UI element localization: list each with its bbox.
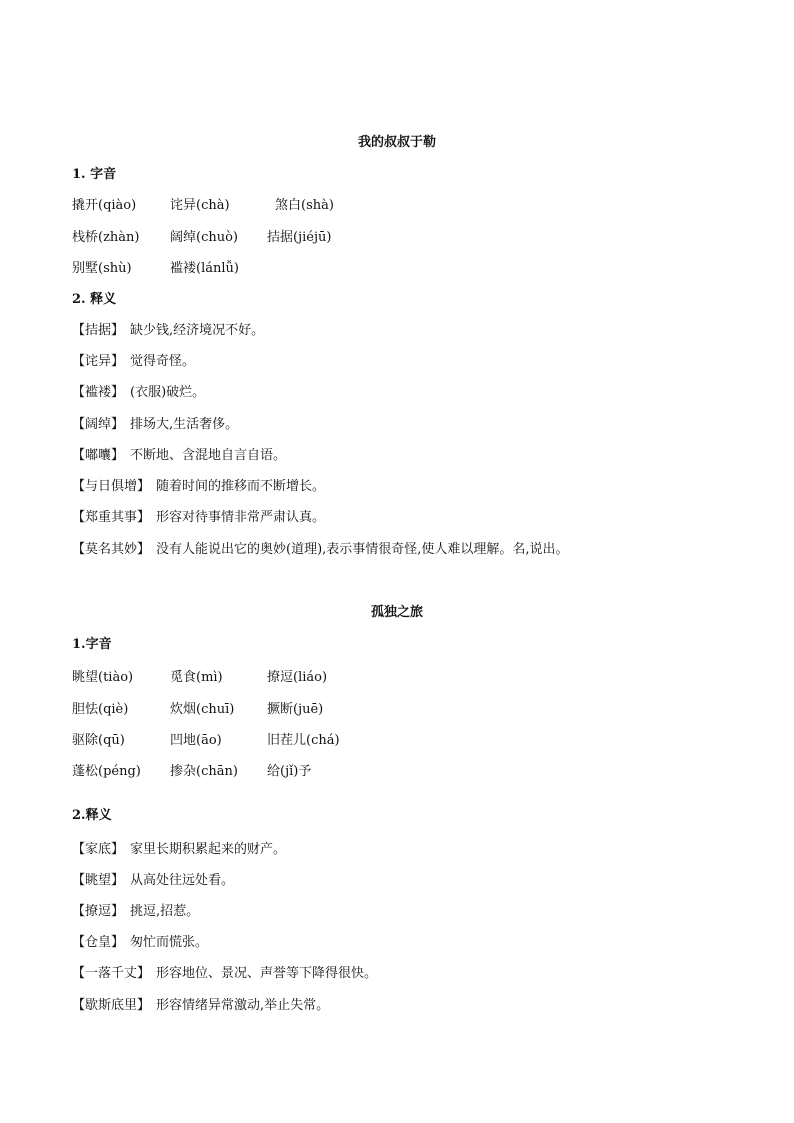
definition-text: 匆忙而慌张。	[130, 935, 209, 950]
word-item: 诧异(chà)	[170, 198, 230, 213]
word-item: 褴褛(lánlǚ)	[170, 261, 239, 276]
definition-item	[72, 904, 199, 920]
definition-term: 【莫名其妙】	[72, 542, 151, 557]
definition-text: 不断地、含混地自言自语。	[130, 448, 287, 463]
word-item: 给(jǐ)予	[267, 764, 312, 779]
word-item: 旧茬儿(chá)	[267, 733, 340, 748]
word-item: 撅断(juē)	[267, 702, 324, 717]
word-item: 炊烟(chuī)	[170, 702, 235, 717]
definition-text: (衣服)破烂。	[130, 385, 206, 400]
definition-term: 【阔绰】	[72, 417, 125, 432]
definition-term: 【郑重其事】	[72, 510, 151, 525]
definition-term: 【撩逗】	[72, 904, 125, 919]
definition-text: 形容地位、景况、声誉等下降得很快。	[156, 966, 378, 981]
definition-item	[72, 510, 325, 526]
definition-text: 觉得奇怪。	[130, 354, 196, 369]
definition-term: 【家底】	[72, 842, 125, 857]
word-item: 凹地(āo)	[170, 733, 222, 748]
word-item: 煞白(shà)	[275, 198, 334, 213]
definition-term: 【眺望】	[72, 873, 125, 888]
definition-term: 【拮据】	[72, 323, 125, 338]
definition-item	[72, 417, 238, 433]
definition-term: 【诧异】	[72, 354, 125, 369]
definition-term: 【仓皇】	[72, 935, 125, 950]
definition-text: 随着时间的推移而不断增长。	[156, 479, 326, 494]
word-item: 撬开(qiào)	[72, 198, 137, 213]
definition-text: 形容对待事情非常严肃认真。	[156, 510, 326, 525]
definition-term: 【嘟囔】	[72, 448, 125, 463]
definition-item	[72, 479, 325, 495]
definition-text: 排场大,生活奢侈。	[130, 417, 239, 432]
definition-text: 家里长期积累起来的财产。	[130, 842, 287, 857]
definition-item	[72, 323, 264, 339]
definition-term: 【褴褛】	[72, 385, 125, 400]
word-item: 别墅(shù)	[72, 261, 132, 276]
definition-term: 【一落千丈】	[72, 966, 151, 981]
definition-text: 没有人能说出它的奥妙(道理),表示事情很奇怪,使人难以理解。名,说出。	[156, 542, 569, 557]
definition-term: 【与日俱增】	[72, 479, 151, 494]
definition-item	[72, 873, 234, 889]
section2-def-heading: 2.释义	[72, 808, 112, 823]
word-item: 驱除(qū)	[72, 733, 125, 748]
word-item: 掺杂(chān)	[170, 764, 238, 779]
word-item: 阔绰(chuò)	[170, 230, 238, 245]
definition-item	[72, 542, 569, 558]
definition-text: 从高处往远处看。	[130, 873, 235, 888]
definition-item	[72, 448, 286, 464]
definition-text: 缺少钱,经济境况不好。	[130, 323, 265, 338]
word-item: 栈桥(zhàn)	[72, 230, 140, 245]
definition-item	[72, 998, 329, 1014]
word-item: 拮据(jiéjū)	[267, 230, 332, 245]
section1-def-heading: 2. 释义	[72, 292, 117, 307]
definition-term: 【歇斯底里】	[72, 998, 151, 1013]
definition-item	[72, 935, 208, 951]
word-item: 胆怯(qiè)	[72, 702, 129, 717]
definition-item	[72, 842, 286, 858]
definition-item	[72, 354, 195, 370]
section2-pron-heading: 1.字音	[72, 637, 112, 652]
word-item: 眺望(tiào)	[72, 670, 134, 685]
definition-text: 形容情绪异常激动,举止失常。	[156, 998, 330, 1013]
word-item: 觅食(mì)	[170, 670, 223, 685]
section1-title: 我的叔叔于勒	[357, 135, 436, 150]
word-item: 撩逗(liáo)	[267, 670, 328, 685]
section2-title: 孤独之旅	[370, 605, 423, 620]
definition-item	[72, 385, 205, 401]
section1-pron-heading: 1. 字音	[72, 167, 117, 182]
definition-text: 挑逗,招惹。	[130, 904, 200, 919]
word-item: 蓬松(péng)	[72, 764, 141, 779]
definition-item	[72, 966, 377, 982]
